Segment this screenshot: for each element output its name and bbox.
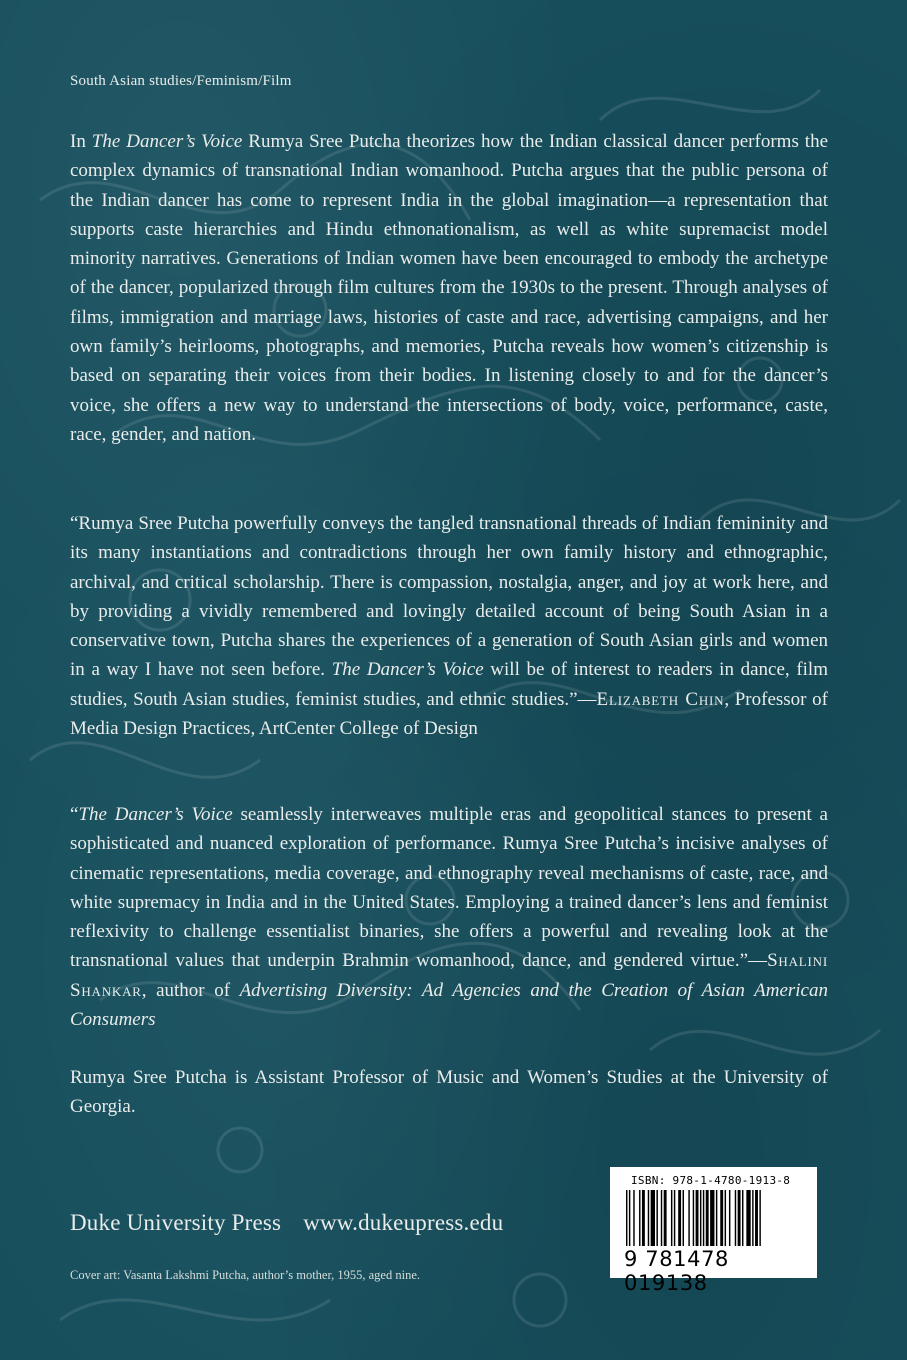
- barcode-bar: [642, 1190, 645, 1246]
- publisher-name: Duke University Press: [70, 1210, 282, 1235]
- barcode-bar: [720, 1190, 723, 1246]
- barcode-bar: [633, 1190, 634, 1246]
- barcode-bar: [725, 1190, 726, 1246]
- endorsement-chin: [70, 509, 828, 743]
- barcode-bar: [664, 1190, 667, 1246]
- barcode-bar: [693, 1190, 694, 1246]
- barcode-bar: [626, 1190, 627, 1246]
- quote1-part2: will be of interest to readers in dance, film studies, South Asian studies, feminist studies, and ethnic studies.”—: [70, 659, 828, 710]
- quote2-part1: seamlessly interweaves multiple eras and geopolitical stances to present a sophisticated and nuanced exploration of performance. Rumya Sree Putcha’s incisive analyses of cinematic representations, media coverage, and ethnography reveal mechanisms of caste, race, and white supremacy in India and in the United States. Employing a trained dancer’s lens and feminist reflexivity to challenge essentialist binaries, she offers a powerful and revealing look at the transnational values that underpin Brahmin womanhood, dance, and gendered virtue.”—: [70, 804, 828, 972]
- barcode-bar: [688, 1190, 689, 1246]
- isbn-digits: 9 781478 019138: [624, 1247, 730, 1295]
- book-description: [70, 127, 828, 449]
- author-bio: Rumya Sree Putcha is Assistant Professor of Music and Women’s Studies at the University of Georgia.: [70, 1067, 828, 1118]
- isbn-barcode: [610, 1167, 817, 1295]
- publisher-website: www.dukeupress.edu: [303, 1210, 504, 1235]
- barcode-bar: [755, 1190, 758, 1246]
- quote1-part1: “Rumya Sree Putcha powerfully conveys the tangled transnational threads of Indian femininity and its many instantiations and contradictions through her own family history and ethnographic, archival, and critical scholarship. There is compassion, nostalgia, anger, and joy at work here, and by providing a vividly remembered and lovingly detailed account of being South Asian in a conservative town, Putcha shares the experiences of a generation of South Asian girls and women in a way I have not seen before.: [70, 513, 828, 681]
- barcode-bar: [735, 1190, 736, 1246]
- barcode-bar: [656, 1190, 657, 1246]
- barcode-bar: [759, 1190, 760, 1246]
- barcode-bar: [683, 1190, 684, 1246]
- barcode-bar: [703, 1190, 704, 1246]
- isbn-label: ISBN: 978-1-4780-1913-8: [631, 1174, 791, 1187]
- publisher-line: [70, 1210, 503, 1236]
- desc-body: Rumya Sree Putcha theorizes how the Indian classical dancer performs the complex dynamics of transnational Indian womanhood. Putcha argues that the public persona of the Indian dancer has come to represent India in the global imagination—a representation that supports caste hierarchies and Hindu ethnonationalism, as well as white supremacist model minority narratives. Generations of Indian women have been encouraged to embody the archetype of the dancer, popularized through film cultures from the 1930s to the present. Through analyses of films, immigration and marriage laws, histories of caste and race, advertising campaigns, and her own family’s heirlooms, photographs, and memories, Putcha reveals how women’s citizenship is based on separating their voices from their bodies. In listening closely to and for the dancer’s voice, she offers a new way to understand the intersections of body, voice, performance, caste, race, gender, and nation.: [70, 131, 828, 445]
- cover-credit: Cover art: Vasanta Lakshmi Putcha, author’s mother, 1955, aged nine.: [70, 1268, 420, 1282]
- barcode-bar: [696, 1190, 699, 1246]
- quote2-book: Advertising Diversity: Ad Agencies and the Creation of Asian American Consumers: [70, 979, 828, 1031]
- book-title: The Dancer’s Voice: [91, 131, 243, 152]
- quote2-author: Shalini Shankar: [70, 950, 828, 1001]
- quote1-title: The Dancer’s Voice: [331, 659, 484, 681]
- desc-prefix: In: [70, 131, 92, 152]
- barcode-bar: [710, 1190, 714, 1246]
- quote2-part2: , author of: [141, 979, 240, 1001]
- barcode-bar: [716, 1190, 717, 1246]
- quote2-open: “: [70, 804, 79, 825]
- barcode-bar: [648, 1190, 649, 1246]
- barcode-bar: [651, 1190, 655, 1246]
- endorsement-shankar: [70, 800, 828, 1034]
- barcode-bar: [729, 1190, 730, 1246]
- barcode-bar: [661, 1190, 662, 1246]
- barcode-bar: [738, 1190, 741, 1246]
- barcode-bar: [674, 1190, 675, 1246]
- barcode-bar: [742, 1190, 743, 1246]
- barcode-bar: [629, 1190, 630, 1246]
- barcode-bar: [746, 1190, 750, 1246]
- barcode-bars: [626, 1190, 804, 1246]
- barcode-bar: [752, 1190, 753, 1246]
- quote1-affiliation: , Professor of Media Design Practices, ArtCenter College of Design: [70, 688, 828, 740]
- barcode-bar: [700, 1190, 701, 1246]
- barcode-bar: [639, 1190, 640, 1246]
- barcode-bar: [706, 1190, 709, 1246]
- quote1-author: Elizabeth Chin: [596, 688, 725, 710]
- quote2-title: The Dancer’s Voice: [78, 804, 233, 825]
- barcode-bar: [671, 1190, 672, 1246]
- subject-category: South Asian studies/Feminism/Film: [70, 73, 292, 89]
- barcode-bar: [678, 1190, 681, 1246]
